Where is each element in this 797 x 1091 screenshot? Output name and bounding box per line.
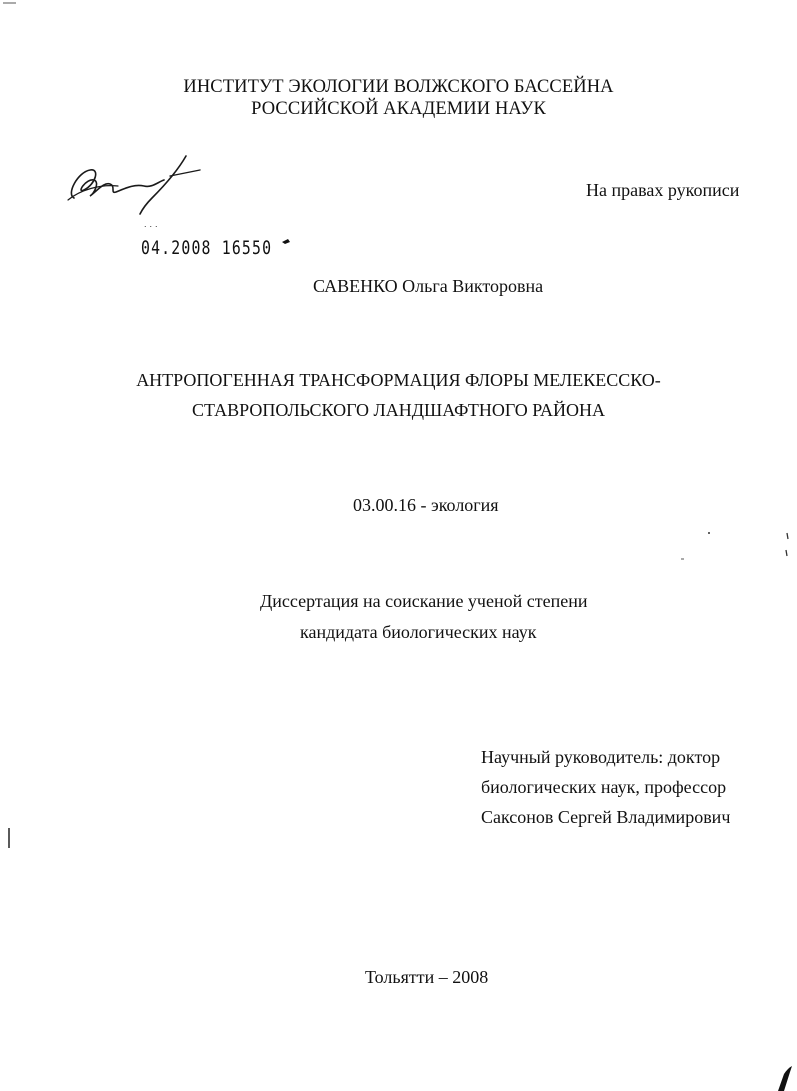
rights-note: На правах рукописи	[586, 180, 740, 200]
institute-name-line2: РОССИЙСКОЙ АКАДЕМИИ НАУК	[251, 99, 546, 119]
handwritten-signature	[60, 150, 210, 220]
author-name: САВЕНКО Ольга Викторовна	[313, 276, 544, 296]
institute-name-line1: ИНСТИТУТ ЭКОЛОГИИ ВОЛЖСКОГО БАССЕЙНА	[183, 77, 614, 97]
place-and-year: Тольятти – 2008	[365, 967, 489, 987]
specialty-code: 03.00.16 - экология	[353, 495, 499, 515]
stamp-tick	[282, 238, 292, 246]
degree-line2: кандидата биологических наук	[300, 622, 537, 642]
supervisor-line2: биологических наук, профессор	[481, 777, 727, 797]
supervisor-name: Саксонов Сергей Владимирович	[481, 807, 731, 827]
catalog-number: 04.2008 16550	[141, 237, 273, 259]
supervisor-line1: Научный руководитель: доктор	[481, 747, 721, 767]
dissertation-title-line1: АНТРОПОГЕННАЯ ТРАНСФОРМАЦИЯ ФЛОРЫ МЕЛЕКЕССКО-	[136, 370, 661, 390]
stamp-dots: ˙˙˙	[143, 226, 160, 236]
degree-line1: Диссертация на соискание ученой степени	[260, 591, 588, 611]
dissertation-title-line2: СТАВРОПОЛЬСКОГО ЛАНДШАФТНОГО РАЙОНА	[192, 400, 605, 420]
